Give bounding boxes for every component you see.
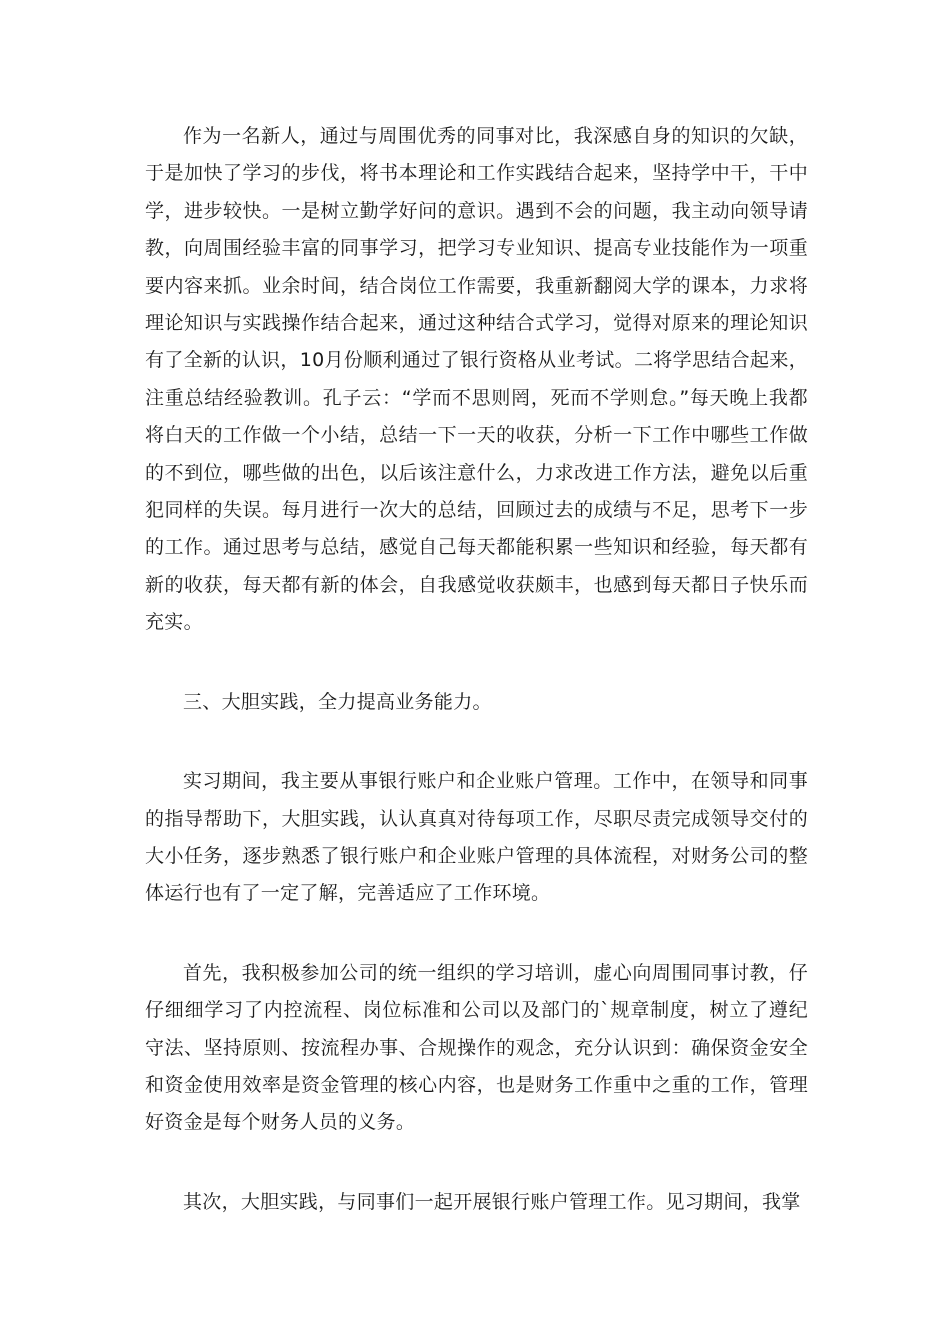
paragraph-training: 首先，我积极参加公司的统一组织的学习培训，虚心向周围同事讨教，仔仔细细学习了内控流程、岗位标准和公司以及部门的`规章制度，树立了遵纪守法、坚持原则、按流程办事、合规操作的观念，充分认识到：确保资金安全和资金使用效率是资金管理的核心内容，也是财务工作重中之重的工作，管理好资金是每个财务人员的义务。	[145, 961, 808, 1134]
paragraph-account-management: 其次，大胆实践，与同事们一起开展银行账户管理工作。见习期间，我掌	[183, 1190, 801, 1213]
document-body	[145, 118, 808, 1263]
section-heading-practice: 三、大胆实践，全力提高业务能力。	[183, 690, 492, 713]
paragraph-study-reflection: 作为一名新人，通过与周围优秀的同事对比，我深感自身的知识的欠缺，于是加快了学习的步伐，将书本理论和工作实践结合起来，坚持学中干，干中学，进步较快。一是树立勤学好问的意识。遇到不会的问题，我主动向领导请教，向周围经验丰富的同事学习，把学习专业知识、提高专业技能作为一项重要内容来抓。业余时间，结合岗位工作需要，我重新翻阅大学的课本，力求将理论知识与实践操作结合起来，通过这种结合式学习，觉得对原来的理论知识有了全新的认识，10月份顺利通过了银行资格从业考试。二将学思结合起来，注重总结经验教训。孔子云：“学而不思则罔，死而不学则怠。”每天晚上我都将白天的工作做一个小结，总结一下一天的收获，分析一下工作中哪些工作做的不到位，哪些做的出色，以后该注意什么，力求改进工作方法，避免以后重犯同样的失误。每月进行一次大的总结，回顾过去的成绩与不足，思考下一步的工作。通过思考与总结，感觉自己每天都能积累一些知识和经验，每天都有新的收获，每天都有新的体会，自我感觉收获颇丰，也感到每天都日子快乐而充实。	[145, 125, 808, 634]
paragraph-internship-duties: 实习期间，我主要从事银行账户和企业账户管理。工作中，在领导和同事的指导帮助下，大胆实践，认认真真对待每项工作，尽职尽责完成领导交付的大小任务，逐步熟悉了银行账户和企业账户管理的具体流程，对财务公司的整体运行也有了一定了解，完善适应了工作环境。	[145, 770, 808, 905]
